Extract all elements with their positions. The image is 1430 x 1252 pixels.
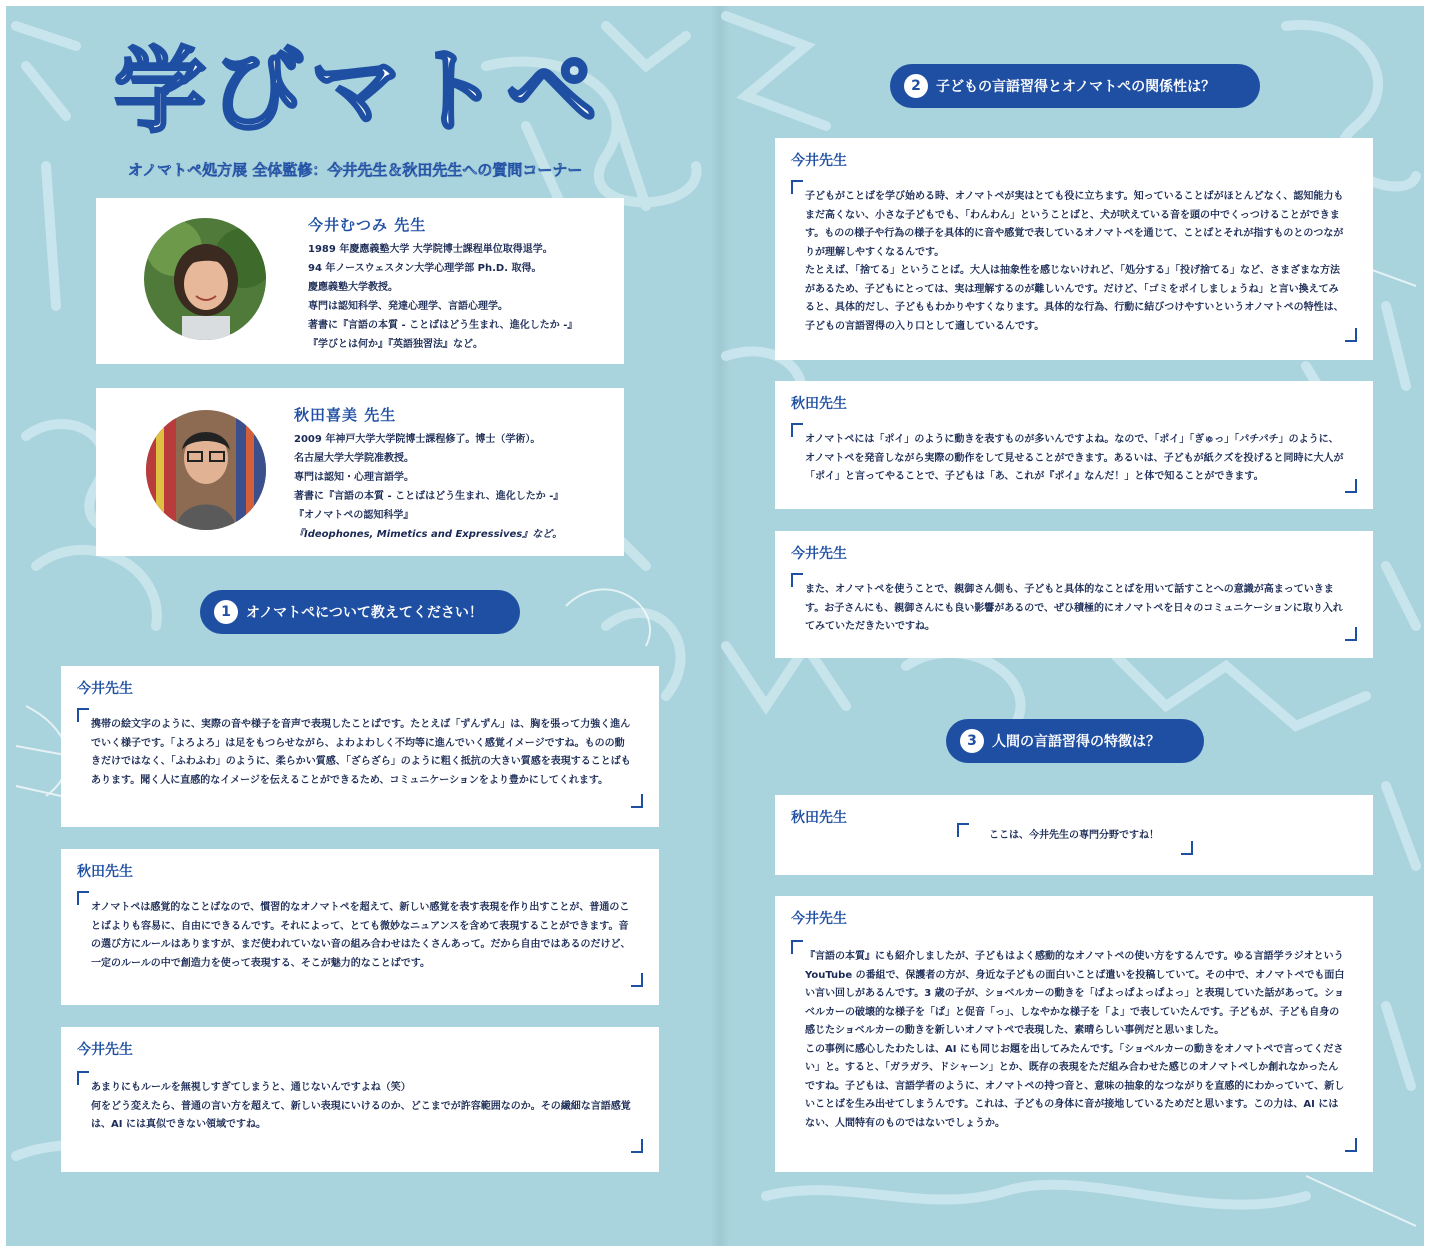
bio-line: 慶應義塾大学教授。 (308, 282, 398, 293)
close-bracket (1345, 328, 1357, 342)
open-bracket (791, 180, 803, 194)
question-number: 3 (960, 729, 984, 753)
question-2-heading (890, 64, 1260, 108)
question-text: オノマトペについて教えてください！ (246, 605, 483, 621)
speaker-name: 今井先生 (77, 1042, 133, 1058)
question-text: 子どもの言語習得とオノマトペの関係性は？ (936, 79, 1216, 95)
magazine-spread (6, 6, 1424, 1246)
answer-card (775, 381, 1373, 509)
question-3-heading (946, 719, 1204, 763)
bio-line: 著書に『言語の本質 - ことばはどう生まれ、進化したか -』 (308, 320, 578, 331)
question-number: 2 (904, 74, 928, 98)
answer-card (61, 1027, 659, 1172)
question-1-heading (200, 590, 520, 634)
close-bracket (631, 973, 643, 987)
profile-name: 今井むつみ 先生 (308, 216, 427, 234)
bio-line: 『Ideophones, Mimetics and Expressives』など。 (294, 529, 563, 540)
answer-text: 子どもがことばを学び始める時、オノマトペが実はとても役に立ちます。知っていることばがほとんどなく、認知能力もまだ高くない、小さな子どもでも、「わんわん」ということばと、犬が吠えている音を頭の中でくっつけることができます。ものの様子や行為の様子を具体的に音や感覚で表しているオノマトペを通じて、ことばとそれが指すものとのつながりが理解しやすくなるんです。 たとえば、「捨てる」ということば。大人は抽象性を感じないけれど、「処分する」「投げ捨てる」など、さまざまな方法があるため、子どもにとっては、実は理解するのが難しいんです。だけど、「ゴミをポイしましょうね」と言い換えてみると、具体的だし、子どももわかりやすくなります。具体的な行為、行動に結びつけやすいというオノマトペの特性は、子どもの言語習得の入り口として適しているんです。 (805, 191, 1344, 332)
profile-bio (294, 430, 563, 544)
speaker-name: 秋田先生 (791, 810, 847, 826)
page-subtitle: オノマトペ処方展 全体監修：今井先生＆秋田先生への質問コーナー (128, 161, 583, 179)
portrait-man-image (146, 410, 266, 530)
bio-line: 専門は認知・心理言語学。 (294, 472, 414, 483)
open-bracket (77, 891, 89, 905)
close-bracket (631, 1139, 643, 1153)
question-text: 人間の言語習得の特徴は？ (992, 734, 1160, 750)
profile-card-akita (96, 388, 624, 556)
speaker-name: 今井先生 (791, 911, 847, 927)
speaker-name: 今井先生 (77, 681, 133, 697)
answer-text: オノマトペには「ポイ」のように動きを表すものが多いんですよね。なので、「ポイ」「ぎゅっ」「パチパチ」のように、オノマトペを発音しながら実際の動作をして見せることができます。あるいは、子どもが紙クズを投げると同時に大人が「ポイ」と言ってやることで、子どもは「あ、これが『ポイ』なんだ！」と体で知ることができます。 (805, 434, 1344, 482)
bio-line: 94 年ノースウェスタン大学心理学部 Ph.D. 取得。 (308, 263, 542, 274)
bio-line: 1989 年慶應義塾大学 大学院博士課程単位取得退学。 (308, 244, 553, 255)
bio-line: 『オノマトペの認知科学』 (294, 510, 414, 521)
bio-line: 名古屋大学大学院准教授。 (294, 453, 414, 464)
close-bracket (1345, 1138, 1357, 1152)
bio-line: 2009 年神戸大学大学院博士課程修了。博士（学術）。 (294, 434, 541, 445)
answer-card (775, 531, 1373, 658)
speaker-name: 今井先生 (791, 546, 847, 562)
close-bracket (1181, 841, 1193, 855)
answer-card (775, 896, 1373, 1172)
answer-text: 携帯の絵文字のように、実際の音や様子を音声で表現したことばです。たとえば「ずんずん」は、胸を張って力強く進んでいく様子です。「よろよろ」は足をもつらせながら、よわよわしく不均等に進んでいく感覚イメージですね。ものの動きだけではなく、「ふわふわ」のように、柔らかい質感、「ざらざら」のように粗く抵抗の大きい質感を表現することばもあります。聞く人に直感的なイメージを伝えることができるため、コミュニケーションをより豊かにしてくれます。 (91, 719, 631, 786)
answer-card (775, 795, 1373, 875)
page-title: 学びマトペ (114, 38, 605, 145)
answer-text: オノマトペは感覚的なことばなので、慣習的なオノマトペを超えて、新しい感覚を表す表現を作り出すことが、普通のことばよりも容易に、自由にできるんです。それによって、とても微妙なニュアンスを含めて表現することができます。音の選び方にルールはありますが、まだ使われていない音の組み合わせはたくさんあって。だから自由ではあるのだけど、一定のルールの中で創造力を使って表現する、そこが魅力的なことばです。 (91, 902, 631, 969)
close-bracket (1345, 627, 1357, 641)
close-bracket (1345, 479, 1357, 493)
open-bracket (77, 1071, 89, 1085)
answer-text: ここは、今井先生の専門分野ですね！ (989, 830, 1159, 841)
open-bracket (957, 823, 969, 837)
bio-line: 専門は認知科学、発達心理学、言語心理学。 (308, 301, 508, 312)
portrait-woman-image (144, 218, 266, 340)
answer-text: 『言語の本質』にも紹介しましたが、子どもはよく感動的なオノマトペの使い方をするんです。ゆる言語学ラジオという YouTube の番組で、保護者の方が、身近な子どもの面白いことば遣いを投稿していて。その中で、オノマトペでも面白い言い回しがあるんです。3 歳の子が、ショベルカーの動きを「ぱよっぱよっぱよっ」と表現していた話があって。ショベルカーの破壊的な様子を「ぱ」と促音「っ」、しなやかな様子を「よ」で表していたんです。子どもが、子ども自身の感じたショベルカーの動きを新しいオノマトペで表現した、素晴らしい事例だと思いました。 この事例に感心したわたしは、AI にも同じお題を出してみたんです。「ショベルカーの動きをオノマトペで言ってください」と。すると、「ガラガラ、ドシャーン」とか、既存の表現をただ組み合わせた感じのオノマトペしか創れなかったんですね。子どもは、言語学者のように、オノマトペの持つ音と、意味の抽象的なつながりを直感的にわかっていて、新しいことばを生み出せてしまうんです。これは、子どもの身体に音が接地しているためだと思います。この力は、AI にはない、人間特有のものではないでしょうか。 (805, 951, 1345, 1129)
answer-card (775, 138, 1373, 360)
question-number: 1 (214, 600, 238, 624)
bio-line: 『学びとは何か』『英語独習法』など。 (308, 339, 483, 350)
open-bracket (791, 940, 803, 954)
speaker-name: 秋田先生 (791, 396, 847, 412)
speaker-name: 今井先生 (791, 153, 847, 169)
profile-bio (308, 240, 577, 354)
open-bracket (791, 423, 803, 437)
bio-line: 著書に『言語の本質 - ことばはどう生まれ、進化したか -』 (294, 491, 564, 502)
close-bracket (631, 794, 643, 808)
profile-name: 秋田喜美 先生 (294, 406, 397, 424)
answer-card (61, 849, 659, 1005)
open-bracket (77, 708, 89, 722)
profile-card-imai (96, 198, 624, 364)
open-bracket (791, 573, 803, 587)
answer-card (61, 666, 659, 827)
speaker-name: 秋田先生 (77, 864, 133, 880)
answer-text: あまりにもルールを無視しすぎてしまうと、通じないんですよね（笑） 何をどう変えたら、普通の言い方を超えて、新しい表現にいけるのか、どこまでが許容範囲なのか。その繊細な言語感覚は、AI には真似できない領域ですね。 (91, 1082, 631, 1130)
answer-text: また、オノマトペを使うことで、親御さん側も、子どもと具体的なことばを用いて話すことへの意識が高まっていきます。お子さんにも、親御さんにも良い影響があるので、ぜひ積極的にオノマトペを日々のコミュニケーションに取り入れてみていただきたいですね。 (805, 584, 1343, 632)
